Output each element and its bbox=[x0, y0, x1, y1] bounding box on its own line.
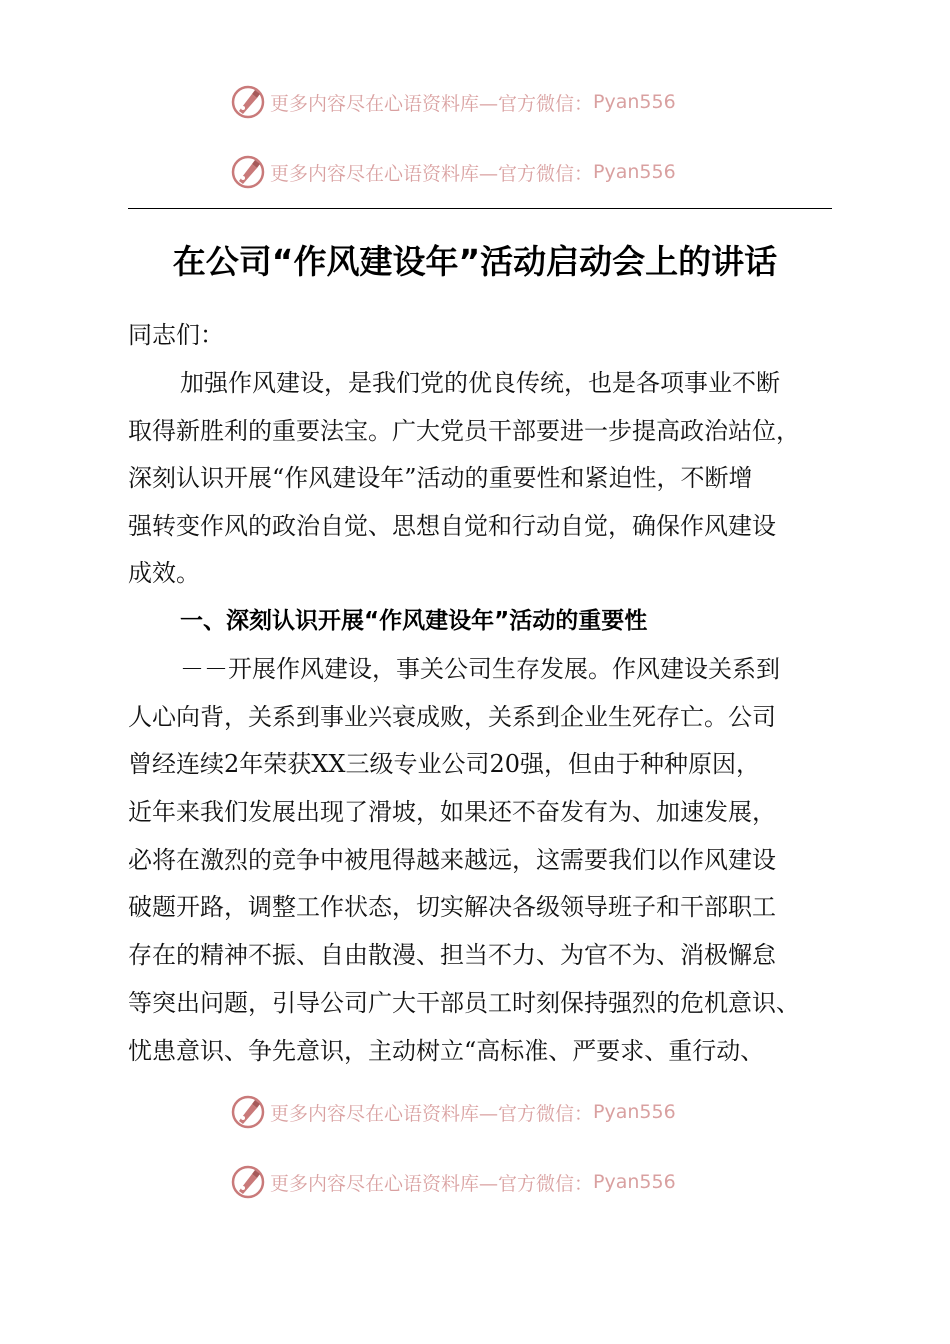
pen-logo-icon bbox=[230, 1094, 266, 1130]
watermark-text: 更多内容尽在心语资料库—官方微信： bbox=[270, 92, 594, 115]
watermark-bottom-1 bbox=[230, 1092, 676, 1132]
watermark-wechat-id: Pyan556 bbox=[593, 1171, 676, 1193]
watermark-text: 更多内容尽在心语资料库—官方微信： bbox=[270, 1102, 594, 1125]
para2-line-5: 必将在激烈的竞争中被甩得越来越远，这需要我们以作风建设 bbox=[128, 846, 776, 874]
watermark-text: 更多内容尽在心语资料库—官方微信： bbox=[270, 1172, 594, 1195]
document-title: 在公司“作风建设年”活动启动会上的讲话 bbox=[172, 242, 778, 281]
watermark-top-2 bbox=[230, 152, 676, 192]
watermark-wechat-id: Pyan556 bbox=[593, 1101, 676, 1123]
para2-line-9: 忧患意识、争先意识，主动树立“高标准、严要求、重行动、 bbox=[128, 1037, 765, 1065]
para1-line-1: 加强作风建设，是我们党的优良传统，也是各项事业不断 bbox=[180, 369, 780, 397]
para2-line-8: 等突出问题，引导公司广大干部员工时刻保持强烈的危机意识、 bbox=[128, 989, 800, 1017]
header-divider bbox=[128, 208, 832, 209]
pen-logo-icon bbox=[230, 84, 266, 120]
para1-line-4: 强转变作风的政治自觉、思想自觉和行动自觉，确保作风建设 bbox=[128, 512, 776, 540]
para2-line-2: 人心向背，关系到事业兴衰成败，关系到企业生死存亡。公司 bbox=[128, 703, 776, 731]
watermark-wechat-id: Pyan556 bbox=[593, 161, 676, 183]
salutation: 同志们： bbox=[128, 321, 224, 349]
para1-line-2: 取得新胜利的重要法宝。广大党员干部要进一步提高政治站位， bbox=[128, 417, 800, 445]
para2-line-4: 近年来我们发展出现了滑坡，如果还不奋发有为、加速发展， bbox=[128, 798, 776, 826]
section-heading-1: 一、深刻认识开展“作风建设年”活动的重要性 bbox=[180, 608, 648, 634]
para2-line-7: 存在的精神不振、自由散漫、担当不力、为官不为、消极懈怠 bbox=[128, 941, 776, 969]
watermark-bottom-2 bbox=[230, 1162, 676, 1202]
para1-line-5: 成效。 bbox=[128, 559, 200, 587]
pen-logo-icon bbox=[230, 1164, 266, 1200]
para2-line-1: －－开展作风建设，事关公司生存发展。作风建设关系到 bbox=[180, 655, 780, 683]
para2-line-6: 破题开路，调整工作状态，切实解决各级领导班子和干部职工 bbox=[128, 893, 776, 921]
para1-line-3: 深刻认识开展“作风建设年”活动的重要性和紧迫性，不断增 bbox=[128, 464, 753, 492]
pen-logo-icon bbox=[230, 154, 266, 190]
watermark-top-1 bbox=[230, 82, 676, 122]
para2-line-3: 曾经连续2年荣获XX三级专业公司20强，但由于种种原因， bbox=[128, 750, 760, 778]
watermark-wechat-id: Pyan556 bbox=[593, 91, 676, 113]
watermark-text: 更多内容尽在心语资料库—官方微信： bbox=[270, 162, 594, 185]
